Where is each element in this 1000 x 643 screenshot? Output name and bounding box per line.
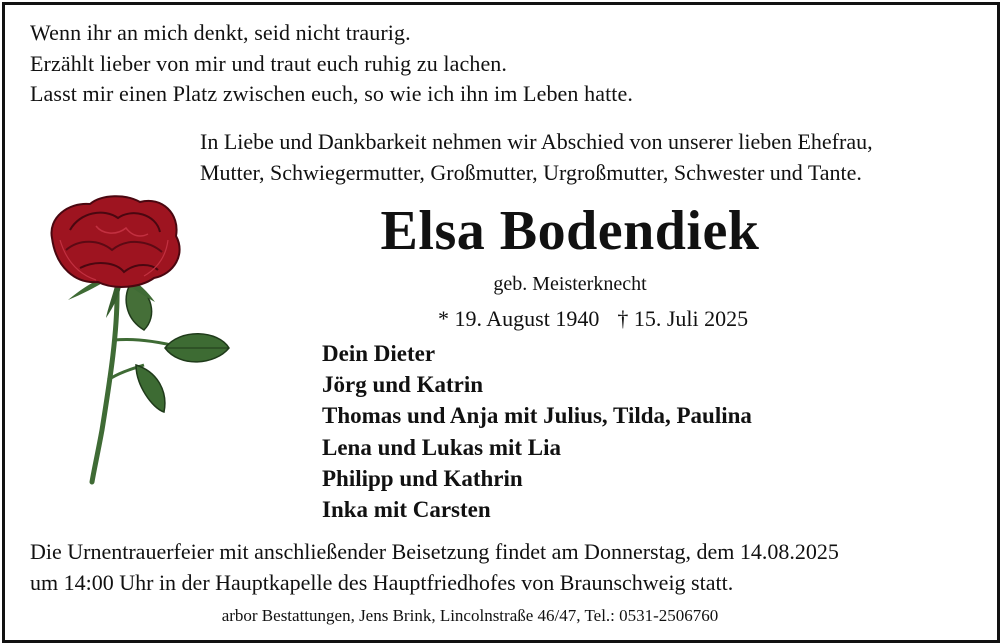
- family-entry: Dein Dieter: [322, 341, 436, 366]
- intro-line: Mutter, Schwiegermutter, Großmutter, Urgroßmutter, Schwester und Tante.: [200, 160, 862, 185]
- life-dates: [438, 304, 748, 334]
- birth-name: geb. Meisterknecht: [493, 273, 647, 295]
- funeral-notice: [30, 536, 839, 598]
- death-date: † 15. Juli 2025: [617, 306, 749, 331]
- farewell-intro: [200, 126, 873, 188]
- deceased-name: Elsa Bodendiek: [380, 200, 760, 262]
- family-entry: Lena und Lukas mit Lia: [322, 434, 562, 460]
- family-entry: Inka mit Carsten: [322, 497, 491, 523]
- poem: [30, 18, 633, 110]
- family-entry: Thomas und Anja mit Julius, Tilda, Paulina: [322, 403, 752, 429]
- notice-line: um 14:00 Uhr in der Hauptkapelle des Hauptfriedhofes von Braunschweig statt.: [30, 570, 734, 595]
- red-rose-icon: [40, 190, 235, 490]
- poem-line: Lasst mir einen Platz zwischen euch, so wie ich ihn im Leben hatte.: [30, 81, 633, 106]
- notice-line: Die Urnentrauerfeier mit anschließender Beisetzung findet am Donnerstag, dem 14.08.2025: [30, 539, 839, 564]
- poem-line: Wenn ihr an mich denkt, seid nicht traurig.: [30, 20, 411, 45]
- poem-line: Erzählt lieber von mir und traut euch ruhig zu lachen.: [30, 50, 508, 76]
- birth-date: * 19. August 1940: [438, 306, 600, 331]
- funeral-home-footer: arbor Bestattungen, Jens Brink, Lincolnstraße 46/47, Tel.: 0531-2506760: [221, 606, 719, 625]
- family-list: [322, 338, 752, 525]
- family-entry: Jörg und Katrin: [322, 372, 484, 398]
- intro-line: In Liebe und Dankbarkeit nehmen wir Abschied von unserer lieben Ehefrau,: [200, 129, 873, 154]
- family-entry: Philipp und Kathrin: [322, 465, 523, 491]
